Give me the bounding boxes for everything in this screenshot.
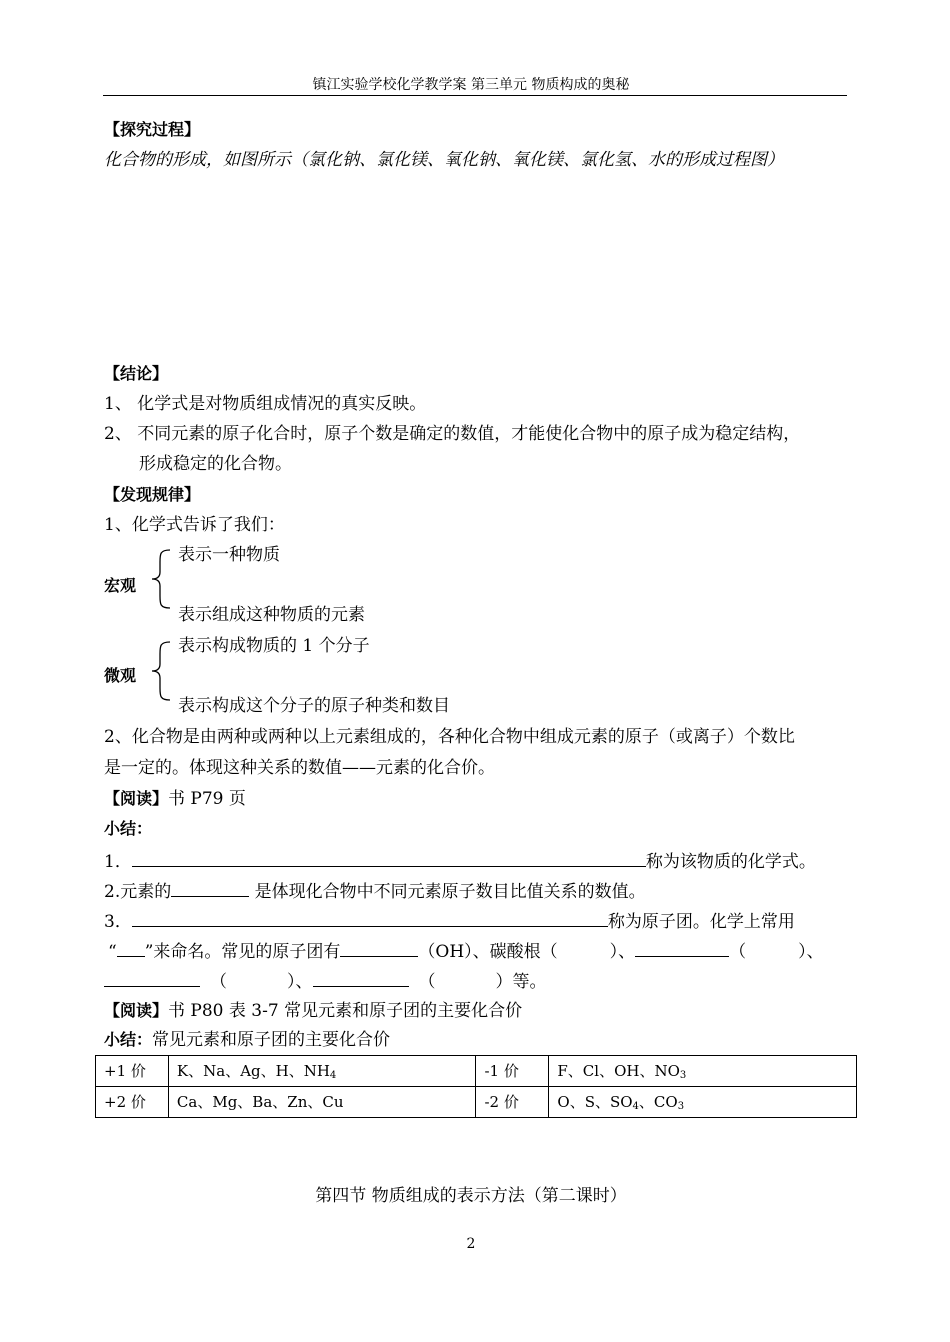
micro-item-1: 表示构成物质的 1 个分子	[178, 636, 370, 656]
rules-point-2-line-1: 2、化合物是由两种或两种以上元素组成的，各种化合物中组成元素的原子（或离子）个数比	[104, 727, 795, 747]
elements-cell: K、Na、Ag、H、$NH_4$	[168, 1056, 476, 1087]
conclusion-item-2-line-1: 2、 不同元素的原子化合时，原子个数是确定的数值，才能使化合物中的原子成为稳定结构，	[104, 424, 801, 444]
line-4-text-e: （	[729, 942, 747, 962]
blank-naming-word[interactable]	[117, 940, 145, 957]
summary-2-label: 小结：	[104, 1030, 153, 1049]
rules-point-2-line-2: 是一定的。体现这种关系的数值——元素的化合价。	[104, 758, 495, 778]
reading-1-label: 【阅读】	[104, 789, 169, 808]
summary-1-item-2	[104, 880, 646, 902]
valence-cell: +2 价	[96, 1087, 169, 1118]
micro-item-2: 表示构成这个分子的原子种类和数目	[178, 696, 450, 716]
line-4-text-b: ”来命名。常见的原子团有	[144, 942, 341, 962]
page-number: 2	[466, 1236, 476, 1252]
summary-2-text: 常见元素和原子团的主要化合价	[152, 1030, 391, 1050]
summary-1-item-2-prefix: 2.元素的	[104, 882, 172, 902]
table-row	[96, 1087, 857, 1118]
blank-group-name-3[interactable]	[313, 970, 409, 987]
summary-1-item-3-prefix: 3．	[104, 912, 132, 932]
line-5-text-d: ）等。	[495, 972, 547, 992]
summary-1-item-2-suffix: 是体现化合物中不同元素原子数目比值关系的数值。	[249, 882, 646, 902]
elements-cell: O、S、$SO_4$、$CO_3$	[549, 1087, 857, 1118]
summary-1-item-1-suffix: 称为该物质的化学式。	[645, 852, 816, 872]
summary-1-item-1	[104, 850, 816, 872]
blank-group-name-1[interactable]	[635, 940, 729, 957]
line-5-text-b: ）、	[287, 972, 313, 992]
conclusion-heading: 【结论】	[104, 364, 169, 383]
valence-cell: +1 价	[96, 1056, 169, 1087]
blank-valence[interactable]	[171, 880, 249, 897]
summary-2	[104, 1030, 390, 1050]
elements-cell: Ca、Mg、Ba、Zn、Cu	[168, 1087, 476, 1118]
summary-1-item-1-prefix: 1．	[104, 852, 132, 872]
reading-1-text: 书 P79 页	[168, 789, 246, 809]
reading-2-label: 【阅读】	[104, 1001, 169, 1020]
section-title: 第四节 物质组成的表示方法（第二课时）	[315, 1186, 627, 1206]
quote-open: “	[108, 942, 117, 962]
blank-group-name-2[interactable]	[104, 970, 200, 987]
rules-heading: 【发现规律】	[104, 485, 201, 504]
summary-1-line-4	[108, 940, 824, 962]
line-4-text-d: ）、	[609, 942, 636, 962]
macro-brace-icon	[148, 548, 174, 610]
valence-table	[95, 1055, 857, 1118]
header-rule	[103, 95, 847, 96]
micro-label: 微观	[104, 666, 137, 685]
valence-cell: -1 价	[476, 1056, 549, 1087]
summary-1-line-5	[104, 970, 547, 992]
rules-intro: 1、化学式告诉了我们：	[104, 515, 285, 535]
line-5-text-c: （	[418, 972, 436, 992]
reading-2-text: 书 P80 表 3-7 常见元素和原子团的主要化合价	[168, 1001, 523, 1021]
line-4-text-f: ）、	[798, 942, 824, 962]
conclusion-item-1: 1、 化学式是对物质组成情况的真实反映。	[104, 394, 427, 414]
elements-cell: F、Cl、OH、$NO_3$	[549, 1056, 857, 1087]
valence-cell: -2 价	[476, 1087, 549, 1118]
reading-2	[104, 1001, 522, 1021]
macro-label: 宏观	[104, 576, 137, 595]
summary-1-item-3-suffix: 称为原子团。化学上常用	[607, 912, 795, 932]
summary-1-item-3	[104, 910, 795, 932]
micro-brace-icon	[148, 640, 174, 702]
conclusion-item-2-line-2: 形成稳定的化合物。	[139, 454, 292, 474]
macro-item-1: 表示一种物质	[178, 545, 280, 565]
blank-hydroxide-name[interactable]	[340, 940, 418, 957]
summary-1-label: 小结：	[104, 819, 153, 838]
explore-text: 化合物的形成，如图所示（氯化钠、氯化镁、氧化钠、氧化镁、氯化氢、水的形成过程图）	[104, 150, 784, 170]
reading-1	[104, 789, 246, 809]
blank-atomic-group[interactable]	[132, 910, 608, 927]
line-4-text-c: （OH）、碳酸根（	[418, 942, 558, 962]
table-row	[96, 1056, 857, 1087]
line-5-text-a: （	[210, 972, 227, 992]
blank-chemical-formula[interactable]	[132, 850, 646, 867]
explore-heading: 【探究过程】	[104, 120, 201, 139]
page-header: 镇江实验学校化学教学案 第三单元 物质构成的奥秘	[312, 77, 630, 93]
macro-item-2: 表示组成这种物质的元素	[178, 605, 365, 625]
